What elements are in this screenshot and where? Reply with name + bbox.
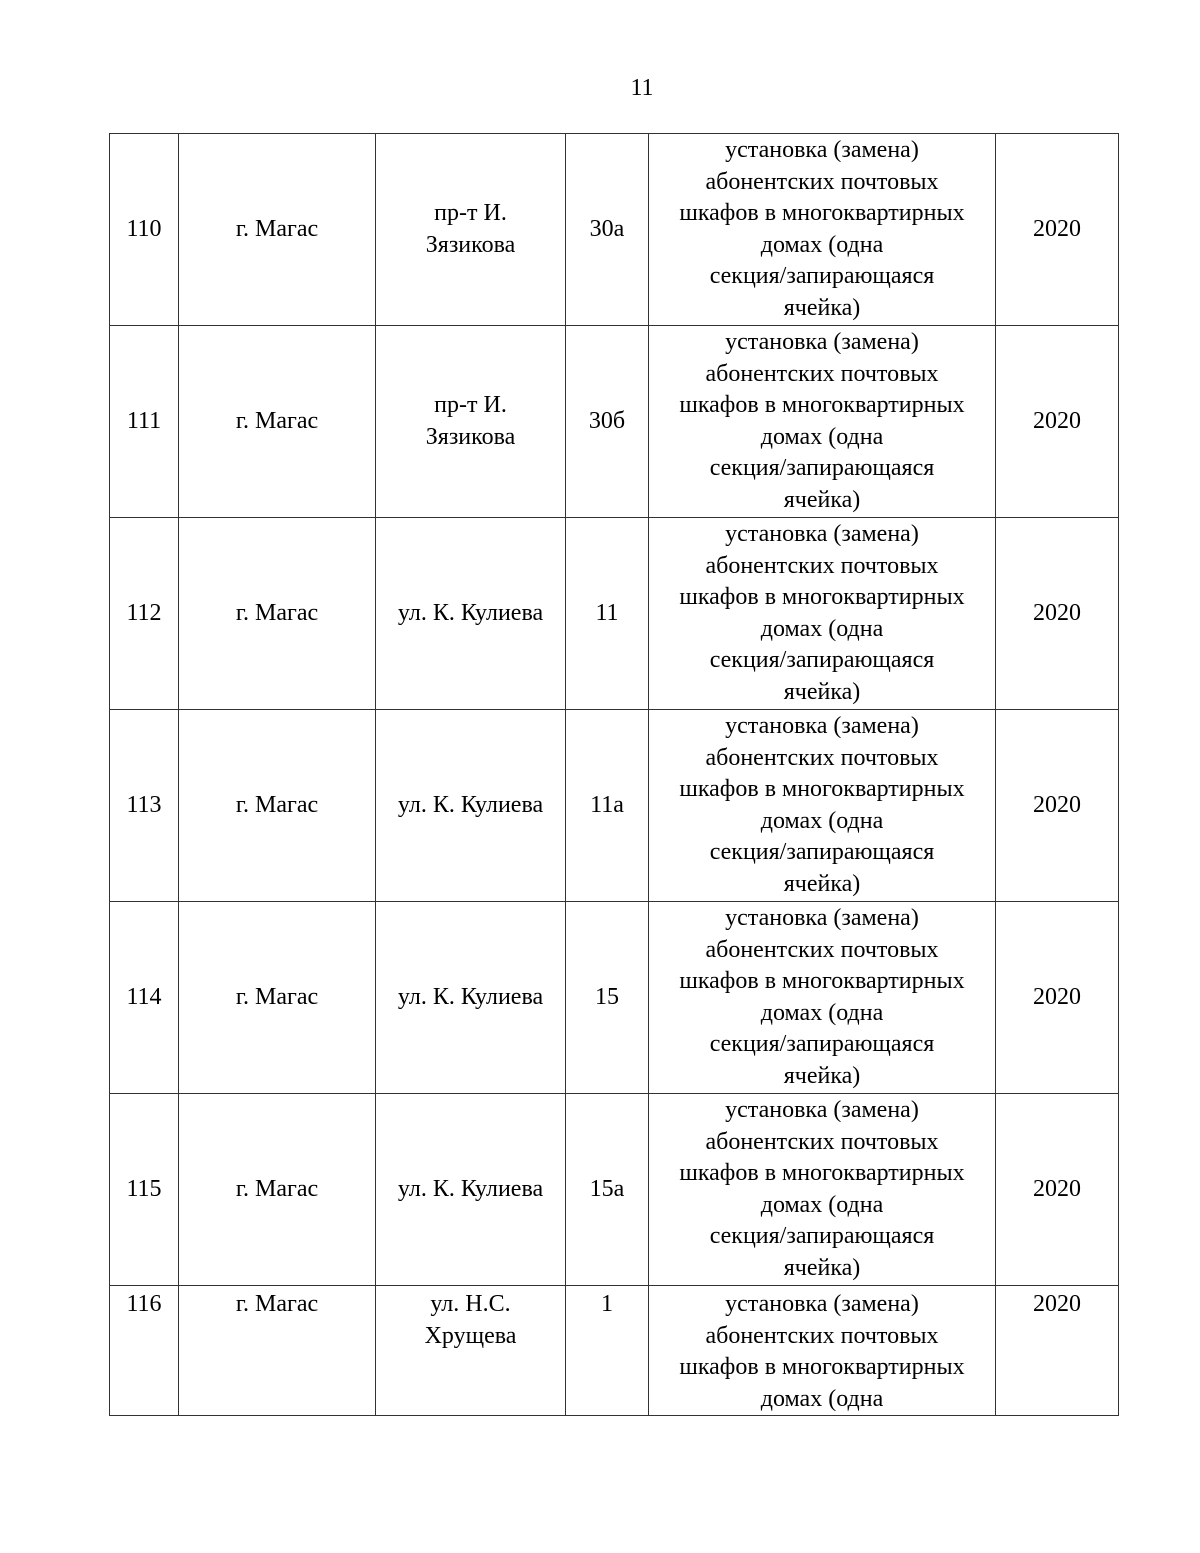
work-line: ячейка) [783,870,861,897]
work-line: домах (одна [760,615,884,642]
work-line: секция/запирающаяся [709,263,935,289]
work-type-cell [649,326,996,518]
street-line: ул. К. Кулиева [397,983,544,1010]
work-line: ячейка) [783,1254,861,1281]
house-cell: 11а [566,710,649,902]
table-row [110,518,1119,710]
row-number-cell: 116 [110,1286,179,1416]
house-cell: 30а [566,134,649,326]
work-line: ячейка) [783,486,861,513]
work-line: секция/запирающаяся [709,647,935,673]
work-line: шкафов в многоквартирных [679,392,965,418]
table-row [110,1286,1119,1416]
table-row [110,134,1119,326]
year-cell: 2020 [996,710,1119,902]
work-line: секция/запирающаяся [709,1031,935,1057]
work-line: абонентских почтовых [705,936,939,963]
year-cell: 2020 [996,1094,1119,1286]
row-number-cell: 113 [110,710,179,902]
year-cell: 2020 [996,134,1119,326]
year-cell: 2020 [996,1286,1119,1416]
work-line: домах (одна [760,1385,884,1412]
work-line: секция/запирающаяся [709,1223,935,1249]
work-line: ячейка) [783,294,861,321]
work-type-cell [649,1286,996,1416]
work-line: установка (замена) [725,713,919,739]
work-line: ячейка) [783,1062,861,1089]
street-line: Зязикова [425,231,516,258]
work-line: установка (замена) [725,329,919,355]
city-cell: г. Магас [179,518,376,710]
street-cell [376,518,566,710]
house-cell: 15а [566,1094,649,1286]
row-number-cell: 114 [110,902,179,1094]
work-line: шкафов в многоквартирных [679,968,965,994]
work-line: шкафов в многоквартирных [679,200,965,226]
work-type-cell [649,518,996,710]
city-cell: г. Магас [179,134,376,326]
work-line: абонентских почтовых [705,1322,939,1349]
work-line: шкафов в многоквартирных [679,776,965,802]
year-cell: 2020 [996,902,1119,1094]
table-row [110,326,1119,518]
street-line: Зязикова [425,423,516,450]
work-line: ячейка) [783,678,861,705]
row-number-cell: 112 [110,518,179,710]
table-row [110,902,1119,1094]
work-line: установка (замена) [725,1291,919,1317]
street-line: ул. К. Кулиева [397,791,544,818]
table-body [110,134,1119,1416]
street-cell [376,1094,566,1286]
street-line: ул. К. Кулиева [397,599,544,626]
row-number-cell: 115 [110,1094,179,1286]
work-line: абонентских почтовых [705,552,939,579]
year-cell: 2020 [996,518,1119,710]
work-line: абонентских почтовых [705,360,939,387]
city-cell: г. Магас [179,710,376,902]
work-type-cell [649,902,996,1094]
street-line: пр-т И. [434,392,507,418]
work-line: установка (замена) [725,521,919,547]
work-line: абонентских почтовых [705,1128,939,1155]
house-cell: 30б [566,326,649,518]
year-cell: 2020 [996,326,1119,518]
work-line: шкафов в многоквартирных [679,1354,965,1380]
work-line: домах (одна [760,423,884,450]
work-line: шкафов в многоквартирных [679,1160,965,1186]
city-cell: г. Магас [179,902,376,1094]
work-line: секция/запирающаяся [709,839,935,865]
street-line: ул. Н.С. [430,1291,511,1317]
street-cell [376,326,566,518]
city-cell: г. Магас [179,326,376,518]
work-line: установка (замена) [725,905,919,931]
street-line: ул. К. Кулиева [397,1175,544,1202]
work-line: домах (одна [760,1191,884,1218]
work-line: секция/запирающаяся [709,455,935,481]
work-line: домах (одна [760,231,884,258]
work-type-cell [649,134,996,326]
table-row [110,710,1119,902]
street-cell [376,902,566,1094]
work-line: домах (одна [760,999,884,1026]
street-cell [376,710,566,902]
work-line: абонентских почтовых [705,168,939,195]
street-line: Хрущева [424,1322,517,1349]
house-cell: 15 [566,902,649,1094]
street-cell [376,134,566,326]
work-line: установка (замена) [725,137,919,163]
row-number-cell: 110 [110,134,179,326]
row-number-cell: 111 [110,326,179,518]
work-line: домах (одна [760,807,884,834]
page-number: 11 [630,75,654,101]
city-cell: г. Магас [179,1094,376,1286]
address-table [109,133,1119,1416]
work-line: шкафов в многоквартирных [679,584,965,610]
house-cell: 1 [566,1286,649,1416]
house-cell: 11 [566,518,649,710]
street-cell [376,1286,566,1416]
table-row [110,1094,1119,1286]
work-type-cell [649,710,996,902]
work-type-cell [649,1094,996,1286]
city-cell: г. Магас [179,1286,376,1416]
work-line: абонентских почтовых [705,744,939,771]
street-line: пр-т И. [434,200,507,226]
work-line: установка (замена) [725,1097,919,1123]
